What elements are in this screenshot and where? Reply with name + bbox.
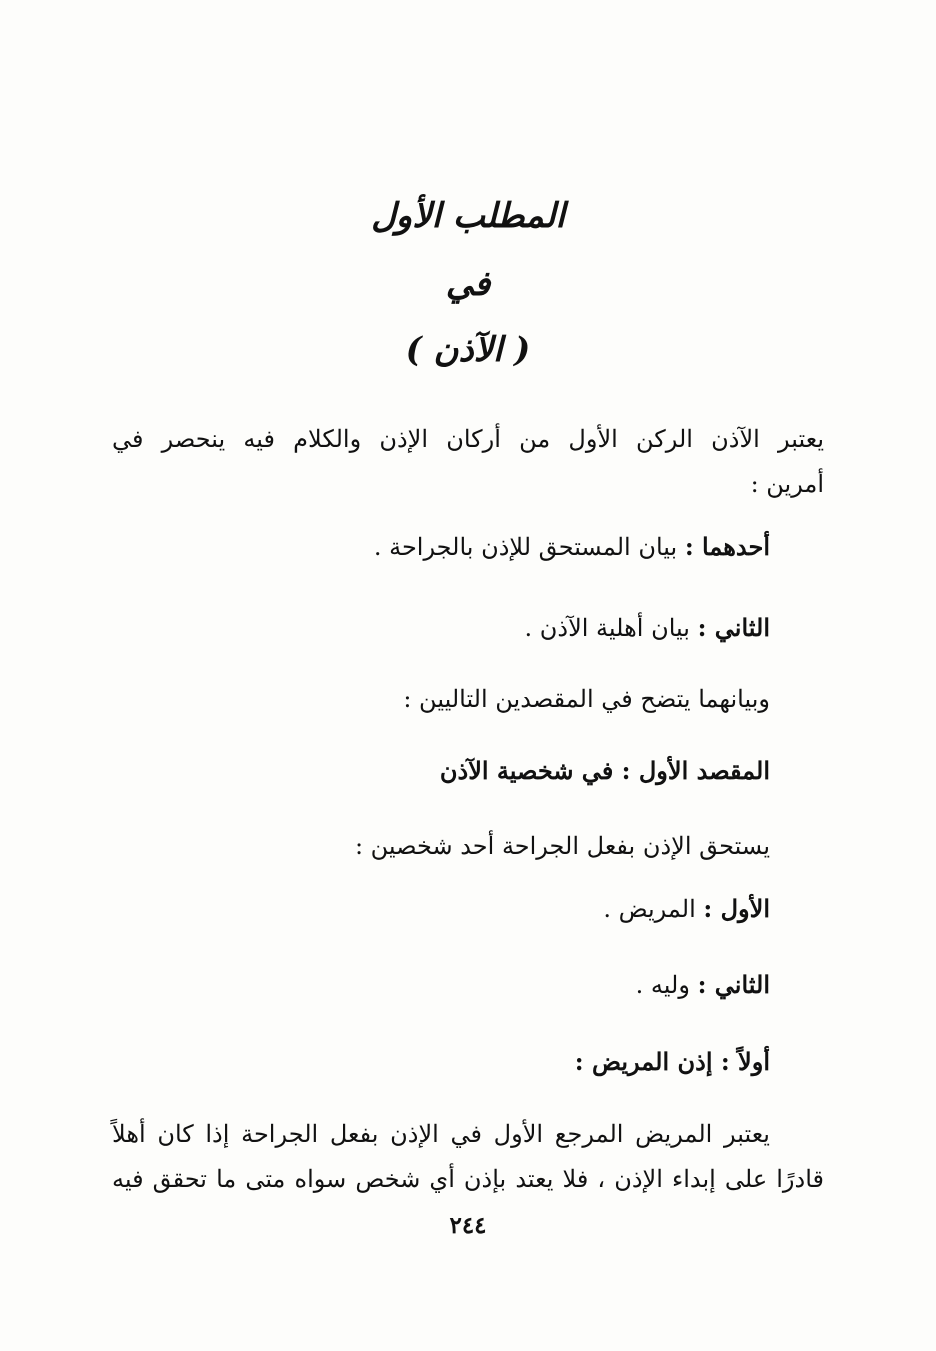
- person-second-text: وليه .: [635, 971, 690, 999]
- item-second-label: الثاني :: [697, 613, 770, 642]
- subheading-patient-consent: أولاً : إذن المريض :: [574, 1047, 770, 1076]
- entitled-intro: يستحق الإذن بفعل الجراحة أحد شخصين :: [354, 832, 770, 860]
- item-second: [525, 613, 771, 642]
- person-second-label: الثاني :: [697, 970, 770, 999]
- item-first: [374, 532, 770, 561]
- person-second: [636, 970, 770, 999]
- item-first-label: أحدهما :: [684, 532, 770, 561]
- chapter-title-connector: في: [445, 264, 491, 304]
- item-first-text: بيان المستحق للإذن بالجراحة .: [373, 533, 678, 561]
- section-heading: المقصد الأول : في شخصية الآذن: [439, 756, 770, 785]
- closing-line-2: قادرًا على إبداء الإذن ، فلا يعتد بإذن أي شخص سواه متى ما تحقق فيه: [112, 1165, 824, 1193]
- transition-text: وبيانهما يتضح في المقصدين التاليين :: [403, 685, 770, 713]
- closing-line-1: يعتبر المريض المرجع الأول في الإذن بفعل الجراحة إذا كان أهلاً: [112, 1120, 770, 1148]
- intro-line-2: أمرين :: [750, 470, 824, 498]
- person-first-label: الأول :: [703, 894, 770, 923]
- person-first-text: المريض .: [603, 895, 696, 923]
- person-first: [603, 894, 770, 923]
- page-number: ٢٤٤: [449, 1212, 487, 1239]
- chapter-title: المطلب الأول: [371, 196, 565, 236]
- item-second-text: بيان أهلية الآذن .: [524, 614, 690, 642]
- intro-line-1: يعتبر الآذن الركن الأول من أركان الإذن والكلام فيه ينحصر في: [112, 425, 824, 453]
- chapter-subject: ( الآذن ): [405, 330, 531, 370]
